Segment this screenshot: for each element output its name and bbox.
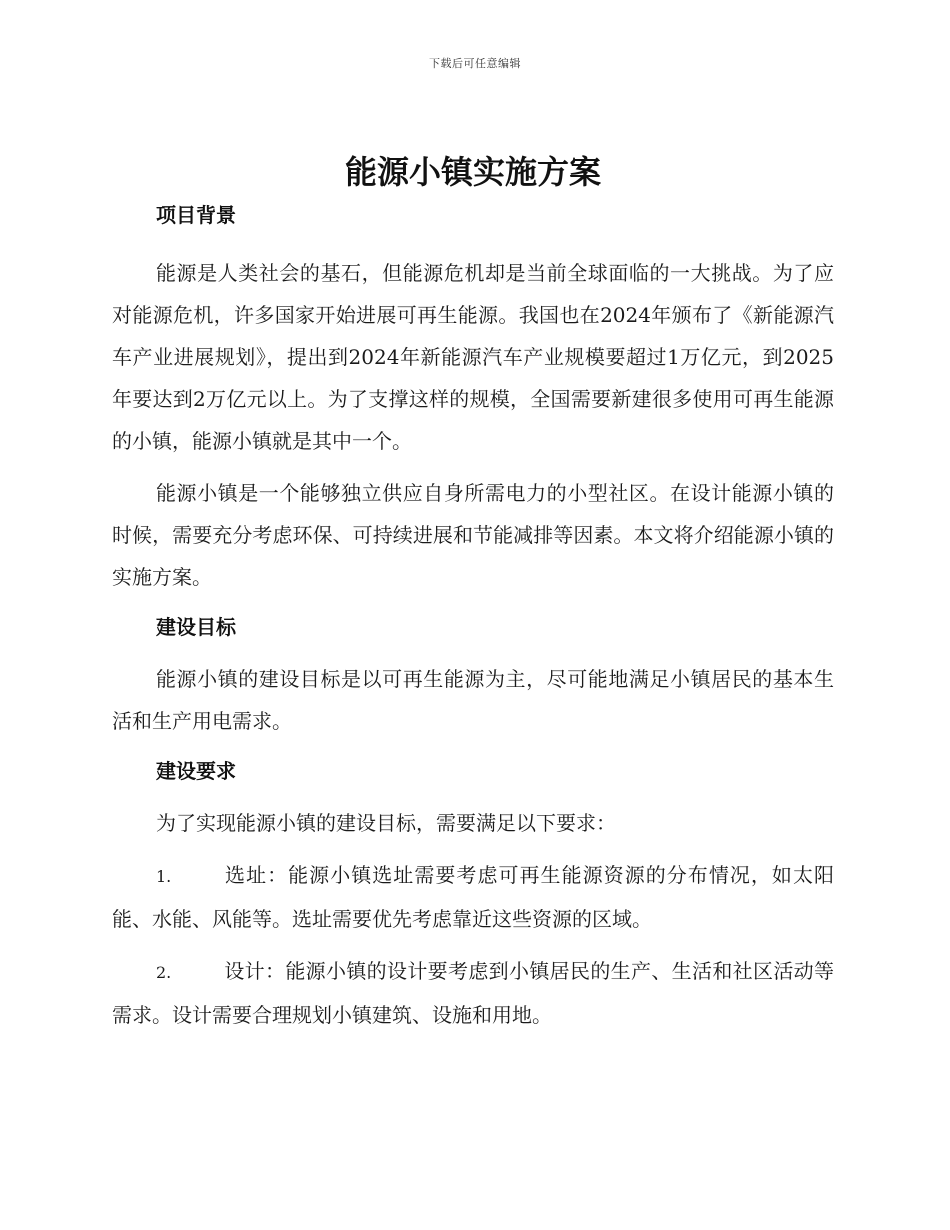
paragraph: 为了实现能源小镇的建设目标，需要满足以下要求： xyxy=(156,811,616,835)
section-heading-goals: 建设目标 xyxy=(156,615,236,639)
list-item-text: 选址：能源小镇选址需要考虑可再生能源资源的分布情况，如太阳能、水能、风能等。选址需要优先考虑靠近这些资源的区域。 xyxy=(112,863,834,931)
list-item-text: 设计：能源小镇的设计要考虑到小镇居民的生产、生活和社区活动等需求。设计需要合理规划小镇建筑、设施和用地。 xyxy=(112,959,834,1027)
list-number: 1. xyxy=(156,867,172,886)
section-heading-requirements: 建设要求 xyxy=(156,759,236,783)
list-number: 2. xyxy=(156,963,172,982)
document-body xyxy=(112,148,834,1036)
paragraph: 能源是人类社会的基石，但能源危机却是当前全球面临的一大挑战。为了应对能源危机，许多国家开始进展可再生能源。我国也在2024年颁布了《新能源汽车产业进展规划》，提出到2024年新能源汽车产业规模要超过1万亿元，到2025年要达到2万亿元以上。为了支撑这样的规模，全国需要新建很多使用可再生能源的小镇，能源小镇就是其中一个。 xyxy=(112,261,834,453)
document-title: 能源小镇实施方案 xyxy=(344,153,601,191)
paragraph: 能源小镇是一个能够独立供应自身所需电力的小型社区。在设计能源小镇的时候，需要充分考虑环保、可持续进展和节能减排等因素。本文将介绍能源小镇的实施方案。 xyxy=(112,481,834,589)
section-heading-background: 项目背景 xyxy=(156,203,236,227)
list-item xyxy=(112,854,834,940)
header-note: 下载后可任意编辑 xyxy=(429,57,521,70)
list-item xyxy=(112,950,834,1036)
paragraph: 能源小镇的建设目标是以可再生能源为主，尽可能地满足小镇居民的基本生活和生产用电需求。 xyxy=(112,667,834,733)
